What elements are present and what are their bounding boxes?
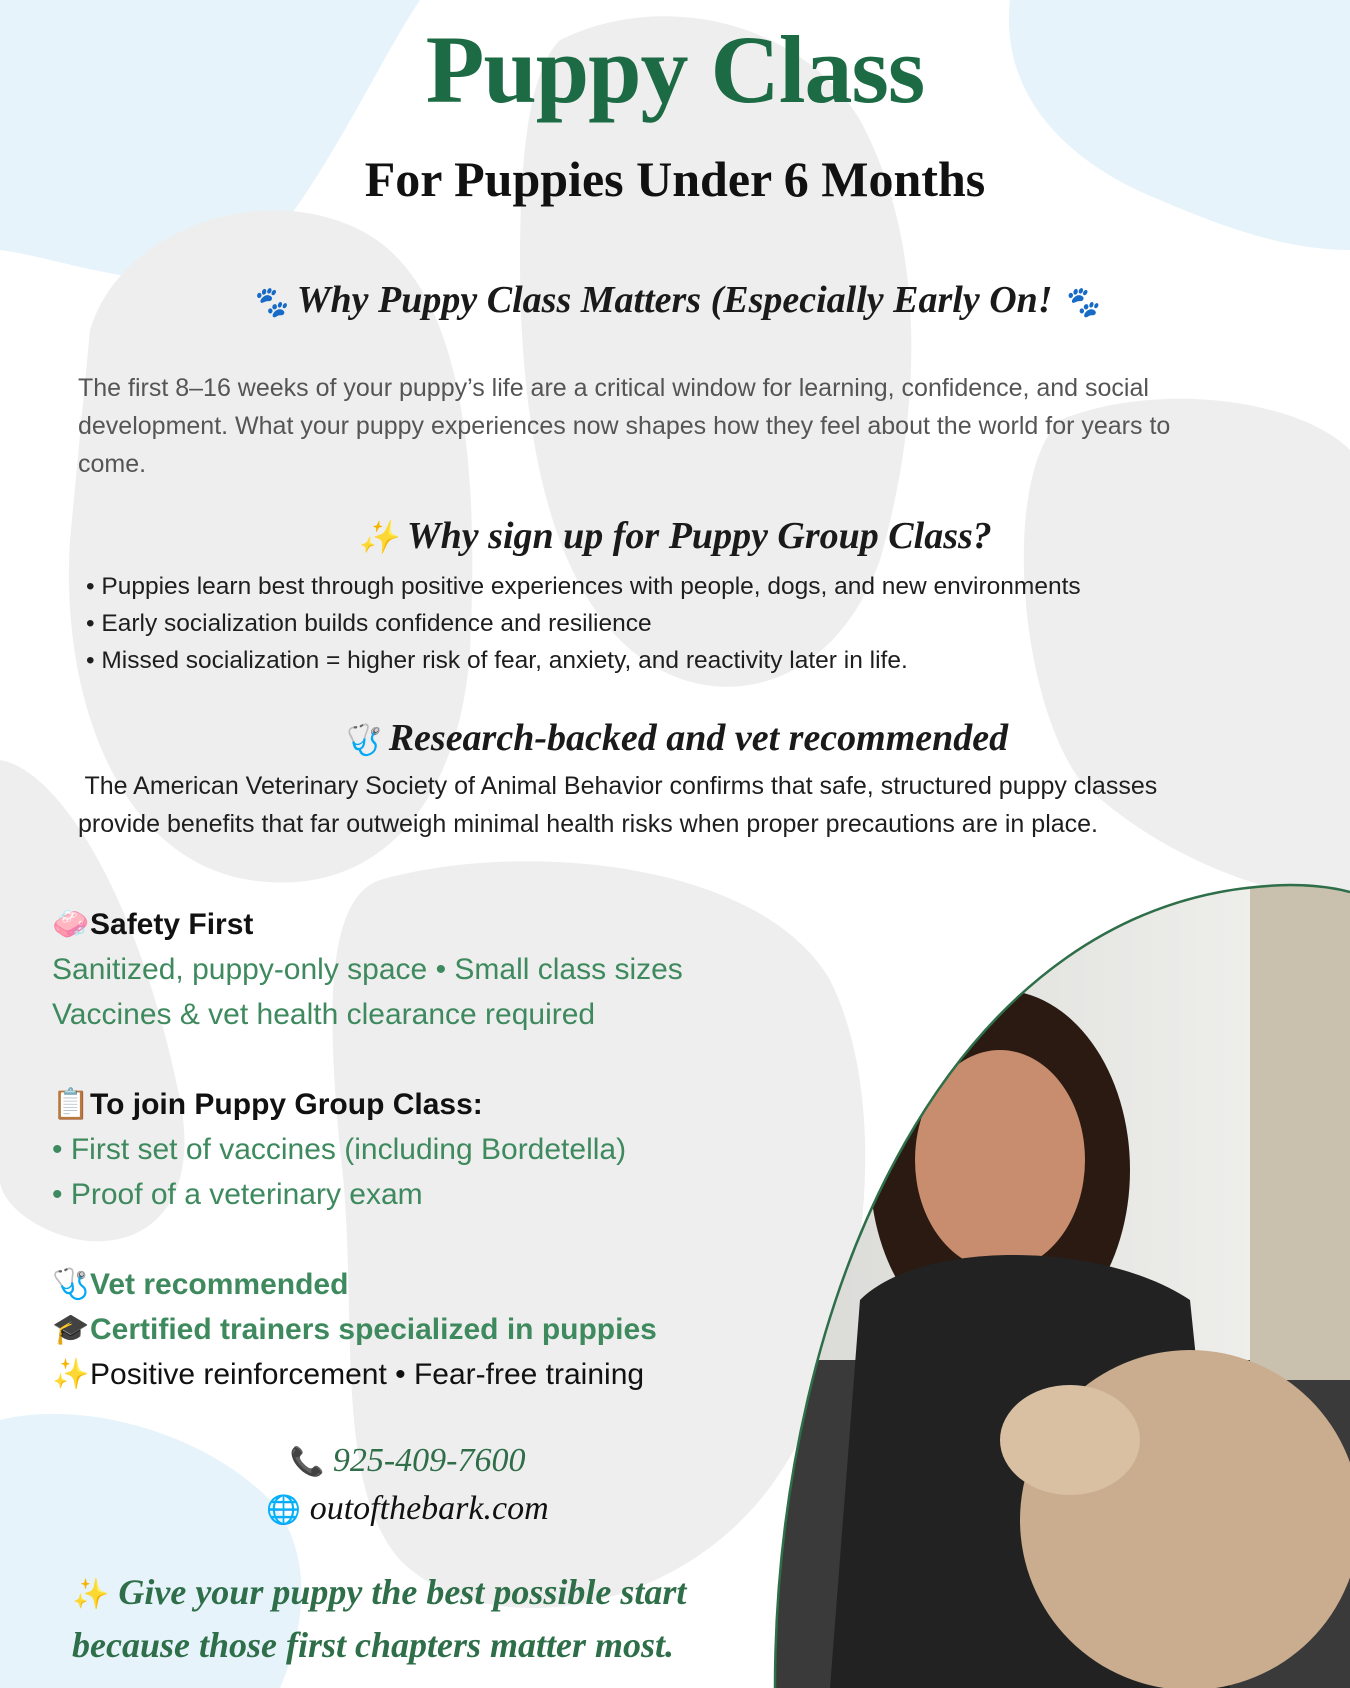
features-list: 🩺Vet recommended 🎓Certified trainers specialized in puppies ✨Positive reinforcement • Fear-free training bbox=[52, 1262, 657, 1397]
phone-icon: 📞 bbox=[289, 1447, 325, 1478]
why-signup-list bbox=[86, 568, 1081, 679]
page-subtitle: For Puppies Under 6 Months bbox=[364, 151, 986, 207]
sparkles-icon: ✨ bbox=[358, 519, 399, 555]
sparkles-icon: ✨ bbox=[72, 1578, 110, 1611]
stethoscope-icon: 🩺 bbox=[52, 1268, 90, 1301]
list-item: • Early socialization builds confidence and resilience bbox=[86, 610, 652, 637]
page-title: Puppy Class bbox=[425, 16, 925, 123]
paw-prints-icon: 🐾 bbox=[250, 286, 288, 319]
trainer-with-puppy-photo bbox=[770, 880, 1350, 1688]
clipboard-icon: 📋 bbox=[52, 1088, 90, 1121]
stethoscope-icon: 🩺 bbox=[341, 724, 380, 757]
list-item: • Puppies learn best through positive experiences with people, dogs, and new environments bbox=[86, 573, 1081, 600]
why-matters-heading: 🐾 Why Puppy Class Matters (Especially Early On! 🐾 bbox=[250, 279, 1100, 321]
research-heading: 🩺 Research-backed and vet recommended bbox=[341, 717, 1009, 759]
why-matters-paragraph: The first 8–16 weeks of your puppy’s life are a critical window for learning, confidence, and social development. What your puppy experiences now shapes how they feel about the world for years to come. bbox=[78, 374, 1171, 478]
research-paragraph: The American Veterinary Society of Animal Behavior confirms that safe, structured puppy classes provide benefits that far outweigh minimal health risks when proper precautions are in place. bbox=[78, 772, 1158, 838]
phone-link[interactable]: 📞 925-409-7600 bbox=[289, 1442, 526, 1479]
why-signup-heading: ✨ Why sign up for Puppy Group Class? bbox=[358, 515, 992, 557]
contact-block bbox=[0, 1438, 815, 1534]
join-section: 📋To join Puppy Group Class: • First set of vaccines (including Bordetella) • Proof of a veterinary exam bbox=[52, 1083, 626, 1217]
closing-message: ✨ Give your puppy the best possible start because those first chapters matter most. bbox=[72, 1572, 687, 1665]
website-link[interactable]: 🌐 outofthebark.com bbox=[266, 1490, 549, 1527]
list-item: • First set of vaccines (including Bordetella) bbox=[52, 1133, 627, 1166]
globe-icon: 🌐 bbox=[266, 1495, 302, 1526]
safety-section: 🧼Safety First Sanitized, puppy-only space • Small class sizes Vaccines & vet health clearance required bbox=[52, 903, 683, 1037]
graduation-cap-icon: 🎓 bbox=[52, 1313, 90, 1346]
soap-icon: 🧼 bbox=[52, 908, 90, 941]
list-item: • Proof of a veterinary exam bbox=[52, 1178, 423, 1211]
sparkles-icon: ✨ bbox=[52, 1358, 90, 1391]
list-item: • Missed socialization = higher risk of fear, anxiety, and reactivity later in life. bbox=[86, 647, 908, 674]
paw-prints-icon: 🐾 bbox=[1062, 286, 1100, 319]
